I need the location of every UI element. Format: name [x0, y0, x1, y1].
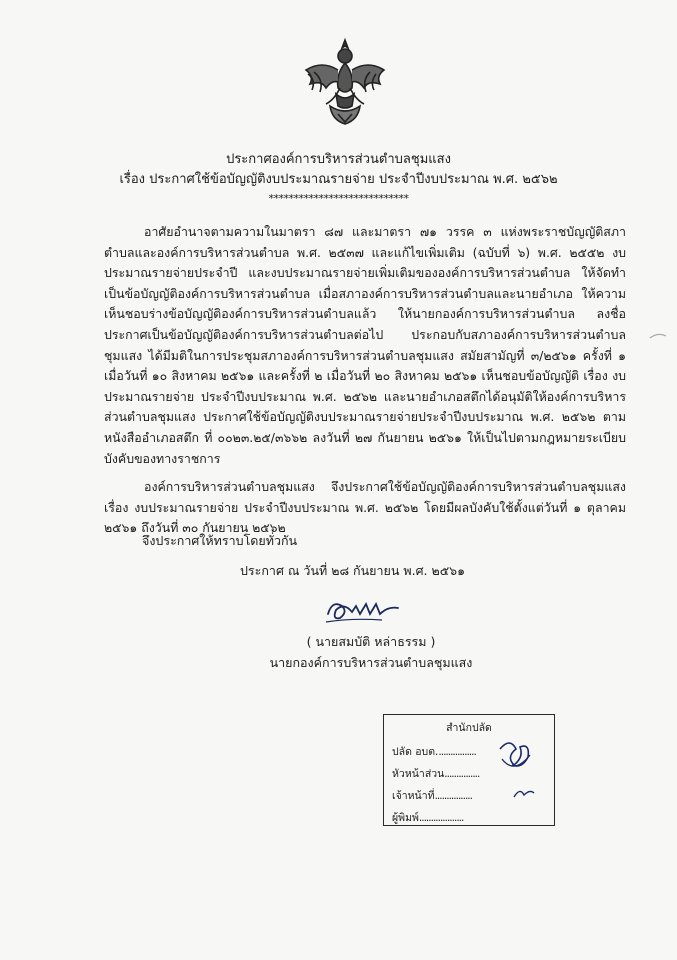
paragraph-2-text: องค์การบริหารส่วนตำบลชุมแสง จึงประกาศใช้ข้อบัญญัติองค์การบริหารส่วนตำบลชุมแสง เรื่อง งบประมาณรายจ่าย ประจำปีงบประมาณ พ.ศ. ๒๕๖๒ โดยมีผลบังคับใช้ตั้งแต่วันที่ ๑ ตุลาคม ๒๕๖๑ ถึงวันที่ ๓๐ กันยายน ๒๕๖๒: [104, 479, 626, 536]
stamp-dots: ................: [434, 790, 472, 802]
stamp-row-officer: [392, 787, 472, 804]
stamp-dots: ................: [438, 746, 476, 758]
notify-line: จึงประกาศให้ทราบโดยทั่วกัน: [142, 533, 298, 548]
announcement-subject: เรื่อง ประกาศใช้ข้อบัญญัติงบประมาณรายจ่าย ประจำปีงบประมาณ พ.ศ. ๒๕๖๒: [119, 172, 558, 187]
body-paragraph-2: [104, 477, 626, 539]
handwritten-signature: [322, 594, 404, 626]
stamp-dots: ...............: [444, 768, 480, 780]
stamp-initials: [494, 735, 544, 805]
signer-name: ( นายสมบัติ หล่าธรรม ): [306, 634, 436, 649]
office-stamp: [383, 714, 555, 826]
body-paragraph-1: [104, 222, 626, 469]
stamp-row-deputy: [392, 743, 476, 760]
margin-mark: [648, 330, 668, 342]
signer-position: นายกองค์การบริหารส่วนตำบลชุมแสง: [269, 655, 473, 670]
separator: ****************************: [268, 192, 409, 205]
garuda-emblem-icon: [300, 36, 390, 128]
stamp-row-typist: [392, 809, 463, 826]
stamp-row-head: [392, 765, 479, 782]
stamp-heading: สำนักปลัด: [446, 722, 492, 734]
stamp-dots: ...................: [418, 812, 464, 824]
paragraph-1-text: อาศัยอำนาจตามความในมาตรา ๘๗ และมาตรา ๗๑ วรรค ๓ แห่งพระราชบัญญัติสภาตำบลและองค์การบริหารส่วนตำบล พ.ศ. ๒๕๓๗ และแก้ไขเพิ่มเติม (ฉบับที่ ๖) พ.ศ. ๒๕๕๒ งบประมาณรายจ่ายประจำปี และงบประมาณรายจ่ายเพิ่มเติมขององค์การบริหารส่วนตำบล ให้จัดทำเป็นข้อบัญญัติองค์การบริหารส่วนตำบล เมื่อสภาองค์การบริหารส่วนตำบลและนายอำเภอ ให้ความเห็นชอบร่างข้อบัญญัติองค์การบริหารส่วนตำบลแล้ว ให้นายกองค์การบริหารส่วนตำบล ลงชื่อประกาศเป็นข้อบัญญัติองค์การบริหารส่วนตำบลต่อไป ประกอบกับสภาองค์การบริหารส่วนตำบลชุมแสง ได้มีมติในการประชุมสภาองค์การบริหารส่วนตำบลชุมแสง สมัยสามัญที่ ๓/๒๕๖๑ ครั้งที่ ๑ เมื่อวันที่ ๑๐ สิงหาคม ๒๕๖๑ และครั้งที่ ๒ เมื่อวันที่ ๒๐ สิงหาคม ๒๕๖๑ เห็นชอบข้อบัญญัติ เรื่อง งบประมาณรายจ่าย ประจำปีงบประมาณ พ.ศ. ๒๕๖๒ และนายอำเภอสตึกได้อนุมัติให้องค์การบริหารส่วนตำบลชุมแสง ประกาศใช้ข้อบัญญัติงบประมาณรายจ่ายประจำปีงบประมาณ พ.ศ. ๒๕๖๒ ตามหนังสืออำเภอสตึก ที่ ๐๐๒๓.๒๕/๓๖๖๒ ลงวันที่ ๒๗ กันยายน ๒๕๖๑ ให้เป็นไปตามกฎหมายระเบียบบังคับของทางราชการ: [104, 224, 626, 466]
stamp-label: ปลัด อบต.: [392, 746, 439, 758]
stamp-label: เจ้าหน้าที่: [392, 790, 435, 802]
stamp-label: ผู้พิมพ์: [392, 812, 419, 824]
announcement-title: ประกาศองค์การบริหารส่วนตำบลชุมแสง: [226, 152, 451, 167]
stamp-label: หัวหน้าส่วน: [392, 768, 445, 780]
dated-line: ประกาศ ณ วันที่ ๒๘ กันยายน พ.ศ. ๒๕๖๑: [240, 563, 466, 578]
